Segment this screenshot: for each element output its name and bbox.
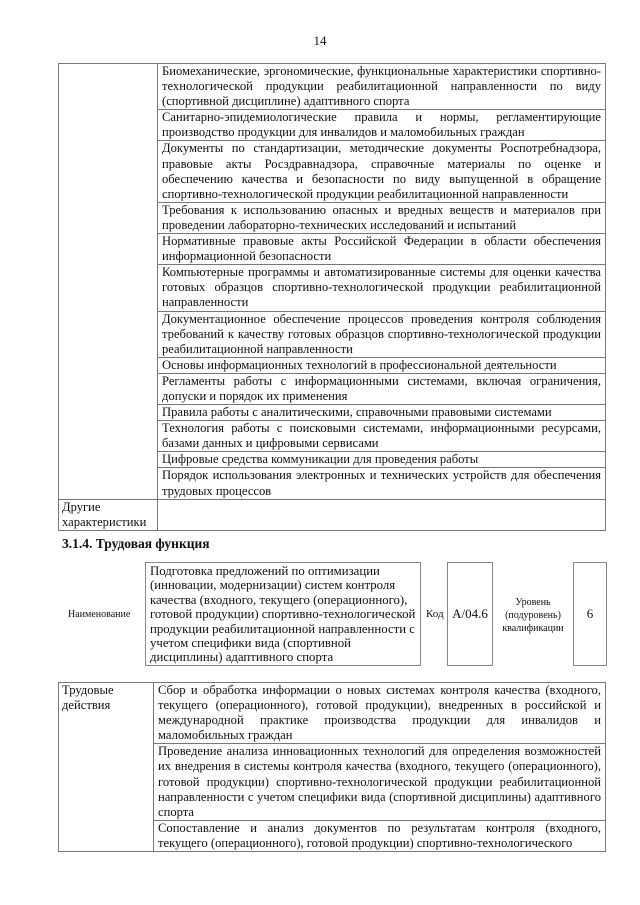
knowledge-item: Основы информационных технологий в профессиональной деятельности (158, 357, 606, 373)
knowledge-item: Документы по стандартизации, методические документы Роспотребнадзора, правовые акты Росздравнадзора, справочные материалы по оценке и обеспечению качества и безопасности по виду выпущенной в обращение спортивно-технологической продукции реабилитационной направленности (158, 141, 606, 202)
function-code: A/04.6 (447, 562, 493, 666)
knowledge-item: Порядок использования электронных и технических устройств для обеспечения трудовых процессов (158, 468, 606, 499)
table-row (59, 499, 606, 530)
knowledge-item: Санитарно-эпидемиологические правила и нормы, регламентирующие производство продукции для инвалидов и маломобильных граждан (158, 110, 606, 141)
labor-action-item: Сопоставление и анализ документов по результатам контроля (входного, текущего (операционного), готовой продукции) спортивно-технологического (154, 820, 606, 851)
table-row (59, 64, 606, 110)
row-label-empty (59, 64, 158, 500)
code-label: Код (426, 608, 444, 620)
knowledge-item: Компьютерные программы и автоматизированные системы для оценки качества готовых образцов спортивно-технологической продукции реабилитационной направленности (158, 265, 606, 311)
other-characteristics-label: Другие характеристики (59, 499, 158, 530)
knowledge-item: Цифровые средства коммуникации для проведения работы (158, 452, 606, 468)
table-row (59, 683, 606, 744)
knowledge-table (58, 63, 606, 531)
knowledge-item: Биомеханические, эргономические, функциональные характеристики спортивно-технологической продукции реабилитационной направленности по виду (спортивной дисциплине) адаптивного спорта (158, 64, 606, 110)
section-heading: 3.1.4. Трудовая функция (62, 536, 210, 551)
level-label: Уровень (подуровень) квалификации (502, 597, 564, 634)
knowledge-item: Технология работы с поисковыми системами, информационными ресурсами, базами данных и цифровыми сервисами (158, 421, 606, 452)
function-name: Подготовка предложений по оптимизации (инновации, модернизации) систем контроля качества (входного, текущего (операционного), готовой продукции) спортивно-технологической продукции реабилитационной направленности с учетом специфики вида (спортивной дисциплины) адаптивного спорта (145, 562, 421, 666)
labor-action-item: Проведение анализа инновационных технологий для определения возможностей их внедрения в системы контроля качества (входного, текущего (операционного), готовой продукции) спортивно-технологической продукции реабилитационной направленности с учетом специфики вида (спортивной дисциплины) адаптивного спорта (154, 744, 606, 820)
knowledge-item: Требования к использованию опасных и вредных веществ и материалов при проведении лабораторно-технических исследований и испытаний (158, 202, 606, 233)
knowledge-item: Документационное обеспечение процессов проведения контроля соблюдения требований к качеству готовых образцов спортивно-технологической продукции реабилитационной направленности (158, 311, 606, 357)
labor-action-item: Сбор и обработка информации о новых системах контроля качества (входного, текущего (операционного), готовой продукции), внедренных в российской и международной практике производства продукции для инвалидов и маломобильных граждан (154, 683, 606, 744)
knowledge-item: Правила работы с аналитическими, справочными правовыми системами (158, 405, 606, 421)
knowledge-item: Регламенты работы с информационными системами, включая ограничения, допуски и порядок их применения (158, 373, 606, 404)
other-characteristics-value (158, 499, 606, 530)
name-label: Наименование (68, 609, 131, 620)
actions-table (58, 682, 606, 852)
labor-actions-label: Трудовые действия (59, 683, 154, 852)
page-number: 14 (313, 33, 327, 48)
qualification-level: 6 (573, 562, 607, 666)
knowledge-item: Нормативные правовые акты Российской Федерации в области обеспечения информационной безопасности (158, 234, 606, 265)
